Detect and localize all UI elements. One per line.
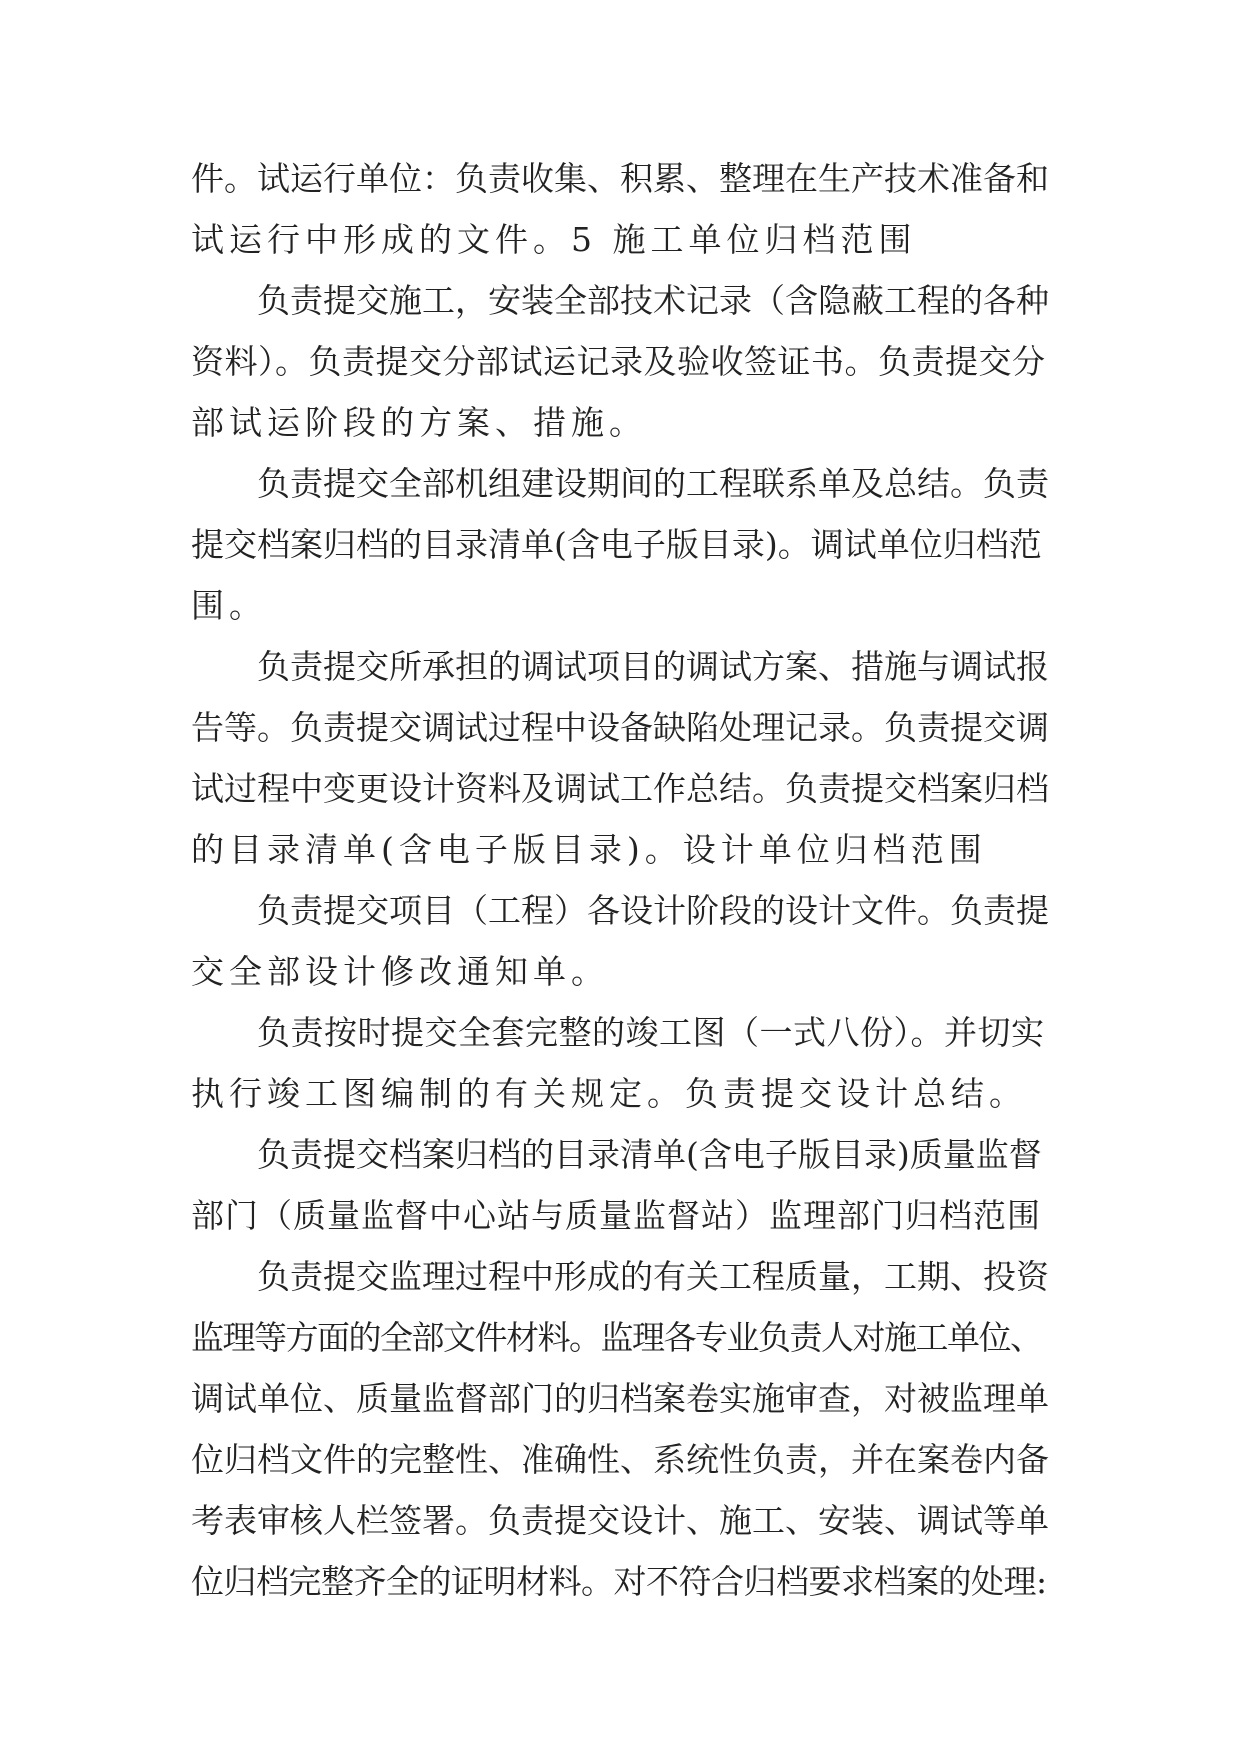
text-line: 负责提交施工，安装全部技术记录（含隐蔽工程的各种 — [257, 281, 1049, 320]
text-line: 位归档文件的完整性、准确性、系统性负责，并在案卷内备 — [191, 1440, 1049, 1479]
text-line: 调试单位、质量监督部门的归档案卷实施审查，对被监理单 — [191, 1379, 1049, 1418]
text-line: 资料）。负责提交分部试运记录及验收签证书。负责提交分 — [191, 342, 1046, 381]
text-line: 告等。负责提交调试过程中设备缺陷处理记录。负责提交调 — [191, 708, 1049, 747]
text-line: 部试运阶段的方案、措施。 — [191, 403, 647, 442]
text-line: 负责提交全部机组建设期间的工程联系单及总结。负责 — [257, 464, 1049, 503]
text-line: 执行竣工图编制的有关规定。负责提交设计总结。 — [191, 1074, 1027, 1113]
text-line: 负责提交监理过程中形成的有关工程质量，工期、投资 — [257, 1257, 1049, 1296]
text-line: 试运行中形成的文件。5 施工单位归档范围 — [191, 220, 917, 259]
text-line: 考表审核人栏签署。负责提交设计、施工、安装、调试等单 — [191, 1501, 1049, 1540]
text-line: 负责按时提交全套完整的竣工图（一式八份）。并切实 — [257, 1013, 1045, 1052]
text-line: 交全部设计修改通知单。 — [191, 952, 609, 991]
text-line: 监理等方面的全部文件材料。监理各专业负责人对施工单位、 — [191, 1318, 1042, 1357]
text-line: 部门（质量监督中心站与质量监督站）监理部门归档范围 — [191, 1196, 1041, 1235]
text-line: 的目录清单(含电子版目录)。设计单位归档范围 — [191, 830, 987, 869]
text-line: 负责提交档案归档的目录清单(含电子版目录)质量监督 — [257, 1135, 1042, 1174]
text-line: 负责提交所承担的调试项目的调试方案、措施与调试报 — [257, 647, 1049, 686]
text-line: 位归档完整齐全的证明材料。对不符合归档要求档案的处理: — [191, 1562, 1047, 1601]
text-line: 提交档案归档的目录清单(含电子版目录)。调试单位归档范 — [191, 525, 1042, 564]
body-text — [191, 148, 1051, 1612]
text-line: 件。试运行单位：负责收集、积累、整理在生产技术准备和 — [191, 159, 1049, 198]
text-line: 围。 — [191, 586, 267, 625]
text-line: 试过程中变更设计资料及调试工作总结。负责提交档案归档 — [191, 769, 1049, 808]
text-line: 负责提交项目（工程）各设计阶段的设计文件。负责提 — [257, 891, 1049, 930]
